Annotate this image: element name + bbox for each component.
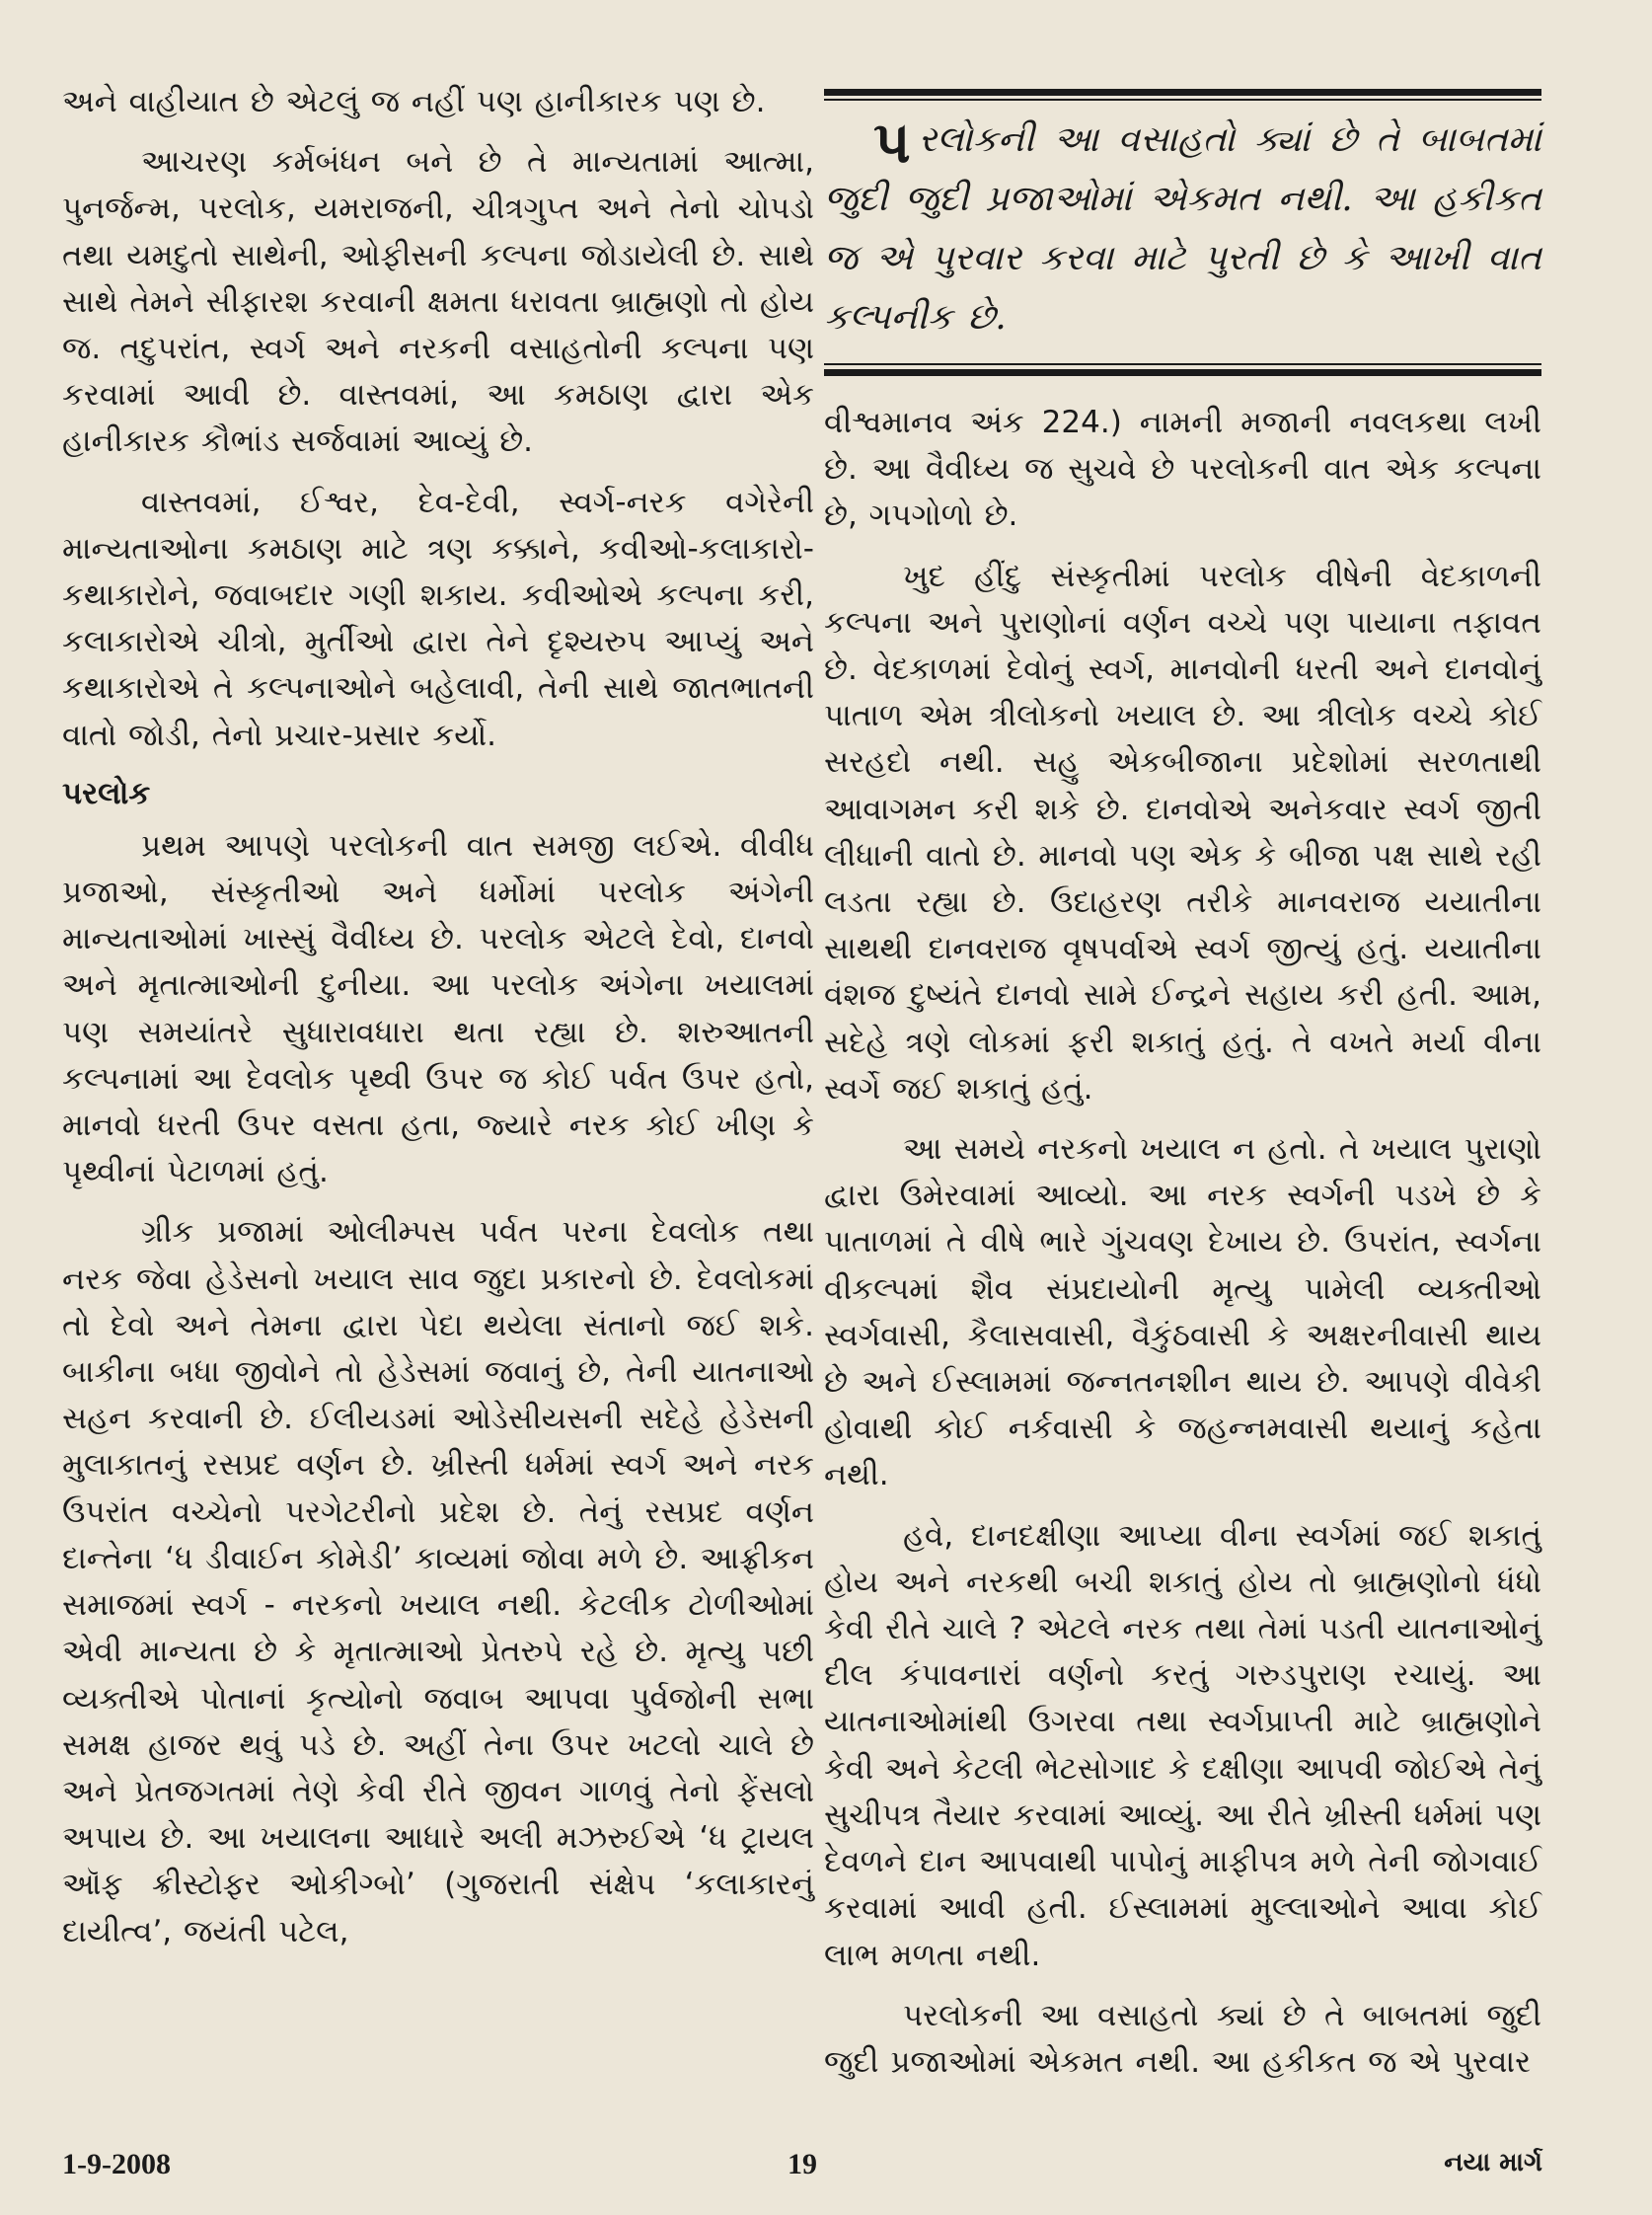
pull-quote-top-rule <box>824 89 1541 96</box>
pull-quote-bottom-rule <box>824 369 1541 376</box>
issue-date: 1-9-2008 <box>62 2148 171 2180</box>
paragraph: આચરણ કર્મબંધન બને છે તે માન્યતામાં આત્મા, પુનર્જન્મ, પરલોક, યમરાજની, ચીત્રગુપ્ત અને તેનો ચોપડો તથા યમદુતો સાથેની, ઓફીસની કલ્પના જોડાયેલી છે. સાથે સાથે તેમને સીફારશ કરવાની ક્ષમતા ધરાવતા બ્રાહ્મણો તો હોય જ. તદુપરાંત, સ્વર્ગ અને નરકની વસાહતોની કલ્પના પણ કરવામાં આવી છે. વાસ્તવમાં, આ કમઠાણ દ્વારા એક હાનીકારક કૌભાંડ સર્જવામાં આવ્યું છે. <box>62 144 814 460</box>
paragraph: પરલોકની આ વસાહતો ક્યાં છે તે બાબતમાં જુદી જુદી પ્રજાઓમાં એકમત નથી. આ હકીકત જ એ પુરવાર <box>824 1997 1541 2080</box>
pull-quote-body: રલોકની આ વસાહતો ક્યાં છે તે બાબતમાં જુદી જુદી પ્રજાઓમાં એકમત નથી. આ હકીકત જ એ પુરવાર કરવા માટે પુરતી છે કે આખી વાત કલ્પનીક છે. <box>824 119 1541 338</box>
pull-quote <box>824 89 1541 385</box>
pull-quote-bottom-thin-rule <box>824 363 1541 365</box>
paragraph: ગ્રીક પ્રજામાં ઓલીમ્પસ પર્વત પરના દેવલોક તથા નરક જેવા હેડેસનો ખયાલ સાવ જુદા પ્રકારનો છે. દેવલોકમાં તો દેવો અને તેમના દ્વારા પેદા થયેલા સંતાનો જઈ શકે. બાકીના બધા જીવોને તો હેડેસમાં જવાનું છે, તેની યાતનાઓ સહન કરવાની છે. ઈલીયડમાં ઓડેસીયસની સદેહે હેડેસની મુલાકાતનું રસપ્રદ વર્ણન છે. ખ્રીસ્તી ધર્મમાં સ્વર્ગ અને નરક ઉપરાંત વચ્ચેનો પરગેટરીનો પ્રદેશ છે. તેનું રસપ્રદ વર્ણન દાન્તેના ‘ધ ડીવાઈન કોમેડી’ કાવ્યમાં જોવા મળે છે. આફ્રીકન સમાજમાં સ્વર્ગ - નરકનો ખયાલ નથી. કેટલીક ટોળીઓમાં એવી માન્યતા છે કે મૃતાત્માઓ પ્રેતરુપે રહે છે. મૃત્યુ પછી વ્યક્તીએ પોતાનાં કૃત્યોનો જવાબ આપવા પુર્વજોની સભા સમક્ષ હાજર થવું પડે છે. અહીં તેના ઉપર ખટલો ચાલે છે અને પ્રેતજગતમાં તેણે કેવી રીતે જીવન ગાળવું તેનો ફેંસલો અપાય છે. આ ખયાલના આધારે અલી મઝરુઈએ ‘ધ ટ્રાયલ ઑફ ક્રીસ્ટોફર ઓકીગ્બો’ (ગુજરાતી સંક્ષેપ ‘કલાકારનું દાયીત્વ’, જયંતી પટેલ, <box>62 1214 814 1949</box>
paragraph: ખુદ હીંદુ સંસ્કૃતીમાં પરલોક વીષેની વેદકાળની કલ્પના અને પુરાણોનાં વર્ણન વચ્ચે પણ પાયાના તફાવત છે. વેદકાળમાં દેવોનું સ્વર્ગ, માનવોની ધરતી અને દાનવોનું પાતાળ એમ ત્રીલોકનો ખયાલ છે. આ ત્રીલોક વચ્ચે કોઈ સરહદો નથી. સહુ એકબીજાના પ્રદેશોમાં સરળતાથી આવાગમન કરી શકે છે. દાનવોએ અનેકવાર સ્વર્ગ જીતી લીધાની વાતો છે. માનવો પણ એક કે બીજા પક્ષ સાથે રહી લડતા રહ્યા છે. ઉદાહરણ તરીકે માનવરાજ યયાતીના સાથથી દાનવરાજ વૃષપર્વાએ સ્વર્ગ જીત્યું હતું. યયાતીના વંશજ દુષ્યંતે દાનવો સામે ઈન્દ્રને સહાય કરી હતી. આમ, સદેહે ત્રણે લોકમાં ફરી શકાતું હતું. તે વખતે મર્યા વીના સ્વર્ગે જઈ શકાતું હતું. <box>824 558 1541 1107</box>
paragraph: વીશ્વમાનવ અંક 224.) નામની મજાની નવલકથા લખી છે. આ વૈવીધ્ય જ સુચવે છે પરલોકની વાત એક કલ્પના છે, ગપગોળો છે. <box>824 405 1541 534</box>
left-column <box>62 79 814 1955</box>
pull-quote-text <box>824 111 1541 347</box>
right-column <box>824 400 1541 2086</box>
pull-quote-dropcap: પ <box>873 109 911 176</box>
paragraph: હવે, દાનદક્ષીણા આપ્યા વીના સ્વર્ગમાં જઈ શકાતું હોય અને નરકથી બચી શકાતું હોય તો બ્રાહ્મણોનો ધંધો કેવી રીતે ચાલે ? એટલે નરક તથા તેમાં પડતી યાતનાઓનું દીલ કંપાવનારાં વર્ણનો કરતું ગરુડપુરાણ રચાયું. આ યાતનાઓમાંથી ઉગરવા તથા સ્વર્ગપ્રાપ્તી માટે બ્રાહ્મણોને કેવી અને કેટલી ભેટસોગાદ કે દક્ષીણા આપવી જોઈએ તેનું સુચીપત્ર તૈયાર કરવામાં આવ્યું. આ રીતે ખ્રીસ્તી ધર્મમાં પણ દેવળને દાન આપવાથી પાપોનું માફીપત્ર મળે તેની જોગવાઈ કરવામાં આવી હતી. ઈસ્લામમાં મુલ્લાઓને આવા કોઈ લાભ મળતા નથી. <box>824 1517 1541 1973</box>
section-heading: પરલોક <box>62 775 151 811</box>
paragraph: અને વાહીયાત છે એટલું જ નહીં પણ હાનીકારક પણ છે. <box>62 84 766 119</box>
pull-quote-top-thin-rule <box>824 99 1541 101</box>
paragraph: પ્રથમ આપણે પરલોકની વાત સમજી લઈએ. વીવીધ પ્રજાઓ, સંસ્કૃતીઓ અને ધર્મોમાં પરલોક અંગેની માન્યતાઓમાં ખાસ્સું વૈવીધ્ય છે. પરલોક એટલે દેવો, દાનવો અને મૃતાત્માઓની દુનીયા. આ પરલોક અંગેના ખયાલમાં પણ સમયાંતરે સુધારાવધારા થતા રહ્યા છે. શરુઆતની કલ્પનામાં આ દેવલોક પૃથ્વી ઉપર જ કોઈ પર્વત ઉપર હતો, માનવો ધરતી ઉપર વસતા હતા, જ્યારે નરક કોઈ ખીણ કે પૃથ્વીનાં પેટાળમાં હતું. <box>62 827 814 1190</box>
paragraph: વાસ્તવમાં, ઈશ્વર, દેવ-દેવી, સ્વર્ગ-નરક વગેરેની માન્યતાઓના કમઠાણ માટે ત્રણ કક્કાને, કવીઓ-કલાકારો-કથાકારોને, જવાબદાર ગણી શકાય. કવીઓએ કલ્પના કરી, કલાકારોએ ચીત્રો, મુર્તીઓ દ્વારા તેને દૃશ્યરુપ આપ્યું અને કથાકારોએ તે કલ્પનાઓને બહેલાવી, તેની સાથે જાતભાતની વાતો જોડી, તેનો પ્રચાર-પ્રસાર કર્યો. <box>62 484 814 753</box>
page-number: 19 <box>788 2148 817 2180</box>
paragraph: આ સમયે નરકનો ખયાલ ન હતો. તે ખયાલ પુરાણો દ્વારા ઉમેરવામાં આવ્યો. આ નરક સ્વર્ગની પડખે છે કે પાતાળમાં તે વીષે ભારે ગુંચવણ દેખાય છે. ઉપરાંત, સ્વર્ગના વીકલ્પમાં શૈવ સંપ્રદાયોની મૃત્યુ પામેલી વ્યક્તીઓ સ્વર્ગવાસી, કૈલાસવાસી, વૈકુંઠવાસી કે અક્ષરનીવાસી થાય છે અને ઈસ્લામમાં જન્નતનશીન થાય છે. આપણે વીવેકી હોવાથી કોઈ નર્કવાસી કે જહન્નમવાસી થયાનું કહેતા નથી. <box>824 1131 1541 1493</box>
magazine-name: નયા માર્ગ <box>1444 2148 1542 2177</box>
page-footer <box>62 2148 1542 2187</box>
